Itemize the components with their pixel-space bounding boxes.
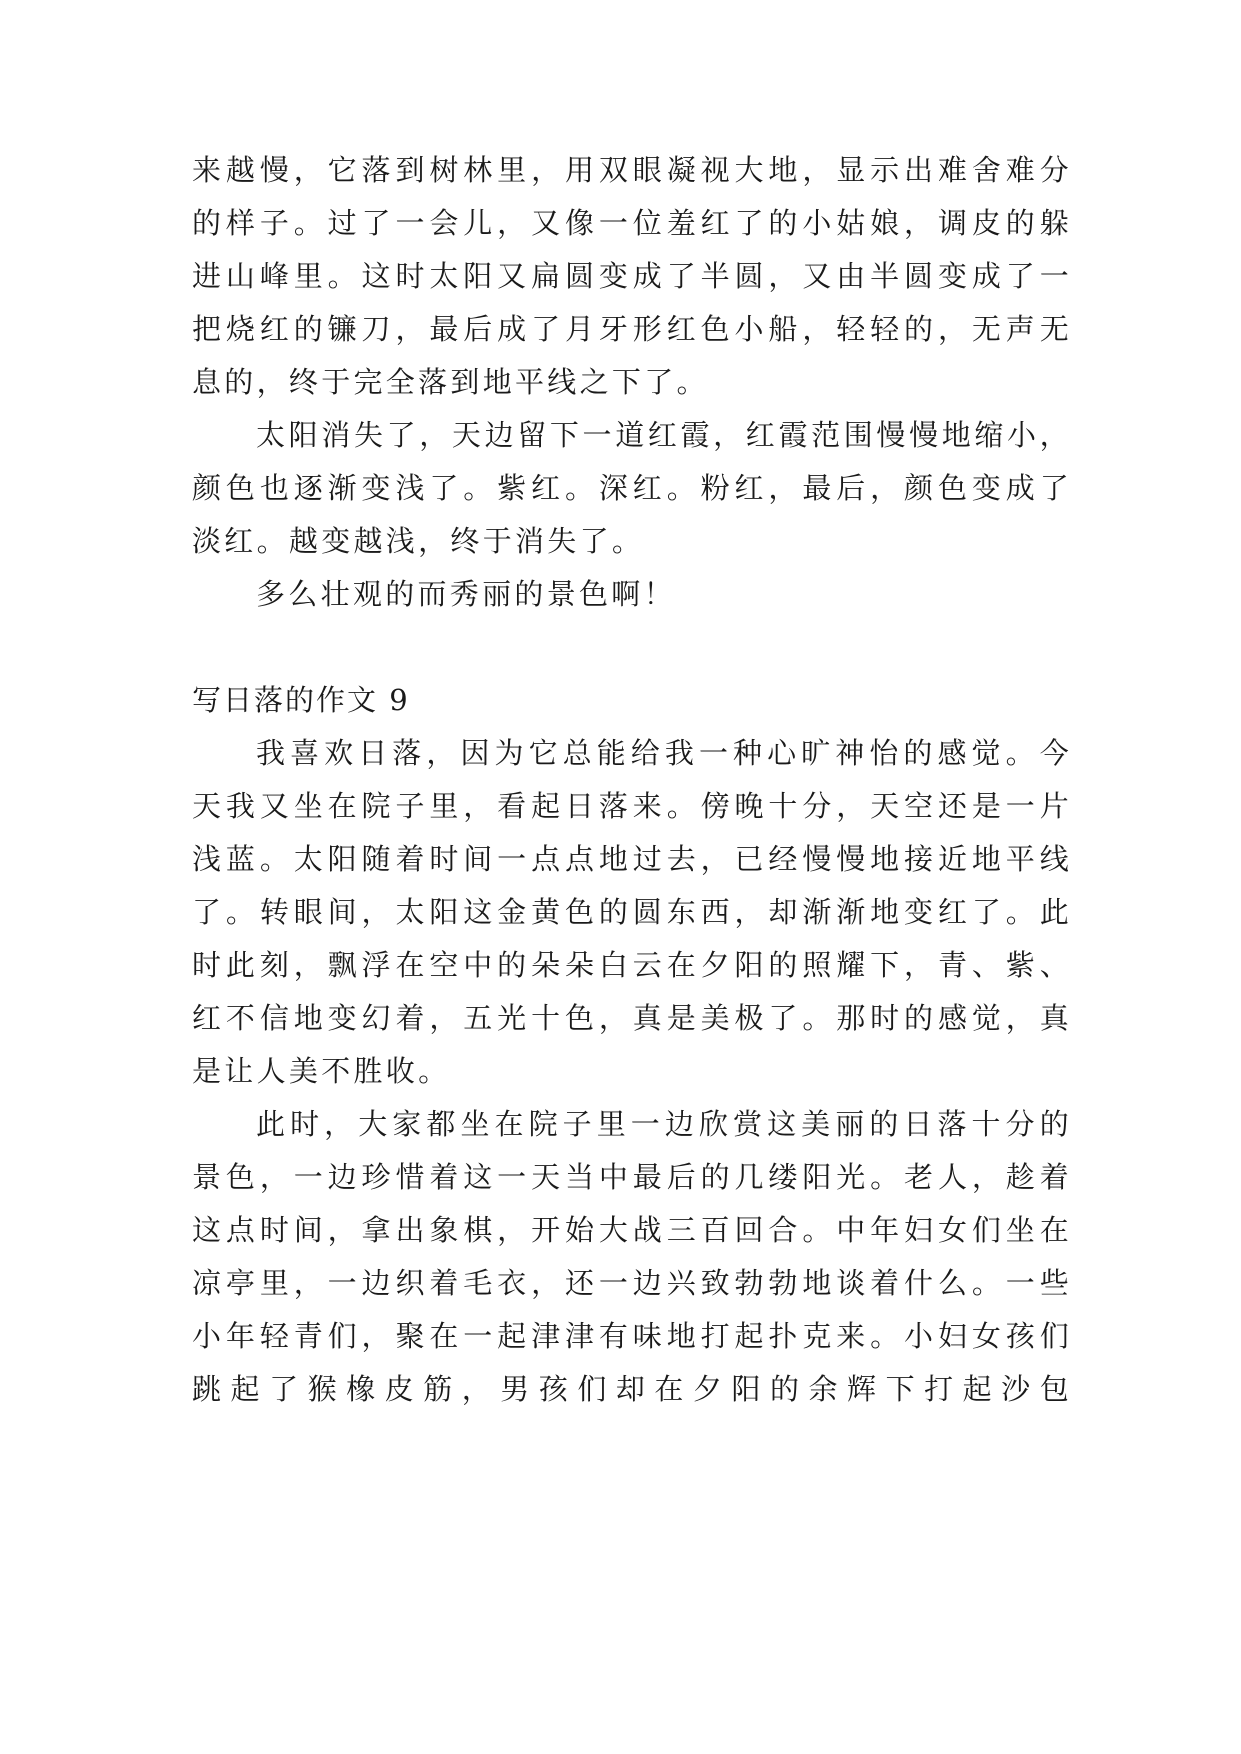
paragraph-line: 这点时间，拿出象棋，开始大战三百回合。中年妇女们坐在 [192, 1213, 1072, 1247]
paragraph-line: 我喜欢日落，因为它总能给我一种心旷神怡的感觉。今 [256, 736, 1072, 770]
paragraph-line: 把烧红的镰刀，最后成了月牙形红色小船，轻轻的，无声无 [192, 312, 1072, 346]
paragraph-line: 红不信地变幻着，五光十色，真是美极了。那时的感觉，真 [192, 1001, 1072, 1035]
paragraph-line: 多么壮观的而秀丽的景色啊！ [256, 577, 676, 611]
paragraph-line: 颜色也逐渐变浅了。紫红。深红。粉红，最后，颜色变成了 [192, 471, 1072, 505]
paragraph-line: 时此刻，飘浮在空中的朵朵白云在夕阳的照耀下，青、紫、 [192, 948, 1072, 982]
paragraph-line: 浅蓝。太阳随着时间一点点地过去，已经慢慢地接近地平线 [192, 842, 1072, 876]
paragraph-line: 淡红。越变越浅，终于消失了。 [192, 524, 645, 558]
paragraph-line: 小年轻青们，聚在一起津津有味地打起扑克来。小妇女孩们 [192, 1319, 1072, 1353]
paragraph-line: 的样子。过了一会儿，又像一位羞红了的小姑娘，调皮的躲 [192, 206, 1072, 240]
paragraph-line: 景色，一边珍惜着这一天当中最后的几缕阳光。老人，趁着 [192, 1160, 1072, 1194]
paragraph-line: 太阳消失了，天边留下一道红霞，红霞范围慢慢地缩小， [256, 418, 1072, 452]
paragraph-line: 此时，大家都坐在院子里一边欣赏这美丽的日落十分的 [256, 1107, 1072, 1141]
paragraph-line: 凉亭里，一边织着毛衣，还一边兴致勃勃地谈着什么。一些 [192, 1266, 1072, 1300]
paragraph-line: 进山峰里。这时太阳又扁圆变成了半圆，又由半圆变成了一 [192, 259, 1072, 293]
section-heading: 写日落的作文 9 [192, 683, 410, 717]
paragraph-line: 是让人美不胜收。 [192, 1054, 451, 1088]
paragraph-line: 息的，终于完全落到地平线之下了。 [192, 365, 709, 399]
paragraph-line: 跳起了猴橡皮筋，男孩们却在夕阳的余辉下打起沙包 [192, 1372, 1072, 1406]
paragraph-line: 来越慢，它落到树林里，用双眼凝视大地，显示出难舍难分 [192, 153, 1072, 187]
paragraph-line: 了。转眼间，太阳这金黄色的圆东西，却渐渐地变红了。此 [192, 895, 1072, 929]
paragraph-line: 天我又坐在院子里，看起日落来。傍晚十分，天空还是一片 [192, 789, 1072, 823]
